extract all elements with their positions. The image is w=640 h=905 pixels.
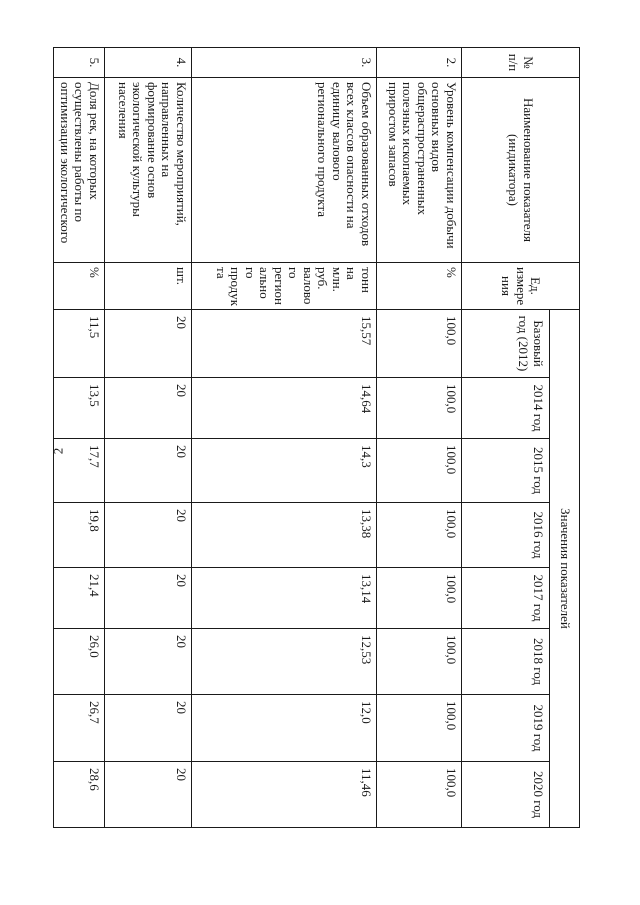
header-row-1 bbox=[550, 48, 580, 828]
row-value: 100,0 bbox=[377, 378, 462, 439]
row-value: 20 bbox=[105, 762, 192, 828]
page-number: 2 bbox=[50, 447, 66, 455]
table-row bbox=[105, 48, 192, 828]
row-unit: тонн на млн. руб. валово го регион ально го продук та bbox=[192, 263, 377, 310]
row-value: 13,14 bbox=[192, 568, 377, 629]
row-value: 100,0 bbox=[377, 762, 462, 828]
row-name: Количество мероприятий, направленных на формирование основ экологической культуры населения bbox=[105, 78, 192, 263]
row-value: 12,0 bbox=[192, 695, 377, 762]
row-value: 13,38 bbox=[192, 503, 377, 568]
year-header: 2017 год bbox=[462, 568, 550, 629]
row-value: 26,0 bbox=[54, 629, 105, 695]
row-value: 100,0 bbox=[377, 310, 462, 378]
row-value: 28,6 bbox=[54, 762, 105, 828]
row-unit: % bbox=[377, 263, 462, 310]
row-value: 13,5 bbox=[54, 378, 105, 439]
year-header: 2019 год bbox=[462, 695, 550, 762]
year-header: 2016 год bbox=[462, 503, 550, 568]
row-value: 100,0 bbox=[377, 695, 462, 762]
table-row bbox=[54, 48, 105, 828]
row-value: 26,7 bbox=[54, 695, 105, 762]
row-value: 100,0 bbox=[377, 629, 462, 695]
row-value: 20 bbox=[105, 695, 192, 762]
year-header: 2015 год bbox=[462, 439, 550, 503]
table-row bbox=[192, 48, 377, 828]
indicators-table bbox=[53, 47, 580, 828]
row-value: 20 bbox=[105, 568, 192, 629]
row-unit: % bbox=[54, 263, 105, 310]
year-header: Базовый год (2012) bbox=[462, 310, 550, 378]
row-number: 3. bbox=[192, 48, 377, 78]
row-value: 14,3 bbox=[192, 439, 377, 503]
row-value: 14,64 bbox=[192, 378, 377, 439]
year-header: 2014 год bbox=[462, 378, 550, 439]
row-number: 5. bbox=[54, 48, 105, 78]
row-name: Доля рек, на которых осуществлены работы по оптимизации экологического bbox=[54, 78, 105, 263]
row-value: 20 bbox=[105, 439, 192, 503]
row-name: Объем образованных отходов всех классов опасности на единицу валового регионального продукта bbox=[192, 78, 377, 263]
row-value: 100,0 bbox=[377, 503, 462, 568]
row-number: 2. bbox=[377, 48, 462, 78]
row-value: 20 bbox=[105, 378, 192, 439]
row-value: 17,7 bbox=[54, 439, 105, 503]
row-value: 20 bbox=[105, 310, 192, 378]
row-value: 11,5 bbox=[54, 310, 105, 378]
row-value: 15,57 bbox=[192, 310, 377, 378]
row-value: 20 bbox=[105, 629, 192, 695]
row-value: 11,46 bbox=[192, 762, 377, 828]
row-value: 12,53 bbox=[192, 629, 377, 695]
row-value: 21,4 bbox=[54, 568, 105, 629]
row-value: 20 bbox=[105, 503, 192, 568]
table-row bbox=[377, 48, 462, 828]
year-header: 2020 год bbox=[462, 762, 550, 828]
header-number: № п/п bbox=[462, 48, 580, 78]
row-value: 19,8 bbox=[54, 503, 105, 568]
header-values-group: Значения показателей bbox=[550, 310, 580, 828]
header-unit: Ед. измере ния bbox=[462, 263, 580, 310]
year-header: 2018 год bbox=[462, 629, 550, 695]
rotated-table-wrapper bbox=[57, 47, 580, 827]
header-name: Наименование показателя (индикатора) bbox=[462, 78, 580, 263]
row-number: 4. bbox=[105, 48, 192, 78]
row-value: 100,0 bbox=[377, 439, 462, 503]
row-unit: шт. bbox=[105, 263, 192, 310]
row-name: Уровень компенсации добычи основных видов общераспространенных полезных ископаемых приростом запасов bbox=[377, 78, 462, 263]
row-value: 100,0 bbox=[377, 568, 462, 629]
